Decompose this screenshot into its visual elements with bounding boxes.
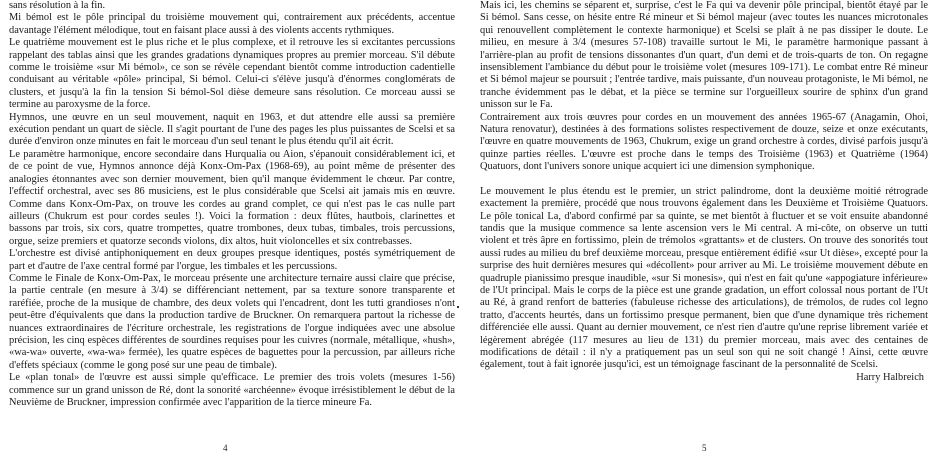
right-paragraph-1: Mais ici, les chemins se séparent et, surprise, c'est le Fa qui va devenir pôle principal, bientôt étayé par le Si bémol. Sans cesse, on hésite entre Ré mineur et Si bémol majeur (avec toutes les nuances microtonales qui renouvellent complètement le contexte harmonique) et Scelsi se plaît à ne pas dissiper le doute. Le milieu, en mesure à 3/4 (mesures 57-108) travaille surtout le Mi, le paramètre harmonique passant à l'arrière-plan au profit de tensions dissonantes d'un quart, d'un demi et de trois-quarts de ton. On regagne insensiblement l'ambiance du début pour le troisième volet (mesures 109-171). Le combat entre Ré mineur et Si bémol majeur se poursuit ; l'entrée tardive, mais puissante, d'un nouveau protagoniste, le Mi bémol, ne tranche évidemment pas le débat, et la pièce se termine sur l'orgueilleux sourire de sphinx d'un grand unisson sur le Fa. (480, 0, 928, 111)
right-page-number: 5 (702, 443, 707, 453)
author-signature: Harry Halbreich (856, 371, 924, 383)
left-paragraph-4: Hymnos, une œuvre en un seul mouvement, naquit en 1963, et dut attendre elle aussi sa première exécution pendant un quart de siècle. Il s'agit pourtant de l'une des pages les plus puissantes de Scelsi et sa durée d'environ onze minutes en fait le morceau d'un seul tenant le plus étendu qu'il ait écrit. (9, 111, 455, 148)
left-paragraph-6: L'orchestre est divisé antiphoniquement en deux groupes presque identiques, postés symétriquement de part et d'autre de l'axe central formé par l'orgue, les timbales et les percussions. (9, 248, 455, 272)
left-paragraph-1: sans résolution à la fin. (9, 0, 106, 11)
right-paragraph-3: Le mouvement le plus étendu est le premier, un strict palindrome, dont la deuxième moitié rétrograde exactement la première, procédé que nous trouvons également dans les Deuxième et Troisième Quatuors. Le pôle tonical La, d'abord confirmé par sa quinte, se met bientôt à fluctuer et se voit ensuite abandonné tandis que la musique commence sa lente ascension vers le Mi central. A mi-côte, on observe un tutti violent et très âpre en fortissimo, plein de trémolos «grattants» et de clusters. On trouve des sonorités tout aussi rudes au milieu du bref deuxième morceau, presque entièrement édifié «sur Ut dièse», excepté pour la surprise des huit dernières mesures qui «décollent» pour arriver au Mi. Le troisième mouvement débute en quadruple pianissimo presque inaudible, «sur Si monesis», qui n'est en fait qu'une «appogiature inférieure» de l'Ut principal. Mais le corps de la pièce est une grande gradation, un effort colossal nous portant de l'Ut au Ré, à grand renfort de batteries (fabuleuse richesse des articulations), de trémolos, de rudes col legno tratto, d'accents heurtés, dans un fortissimo presque permanent, bien que d'une dynamique très richement différenciée elle aussi. Quant au dernier mouvement, ce n'est rien d'autre qu'une reprise librement variée et légèrement abrégée (117 mesures au lieu de 131) du premier morceau, mais avec des centaines de modifications de détail : il n'y a pratiquement pas un seul son qui ne soit changé ! Ainsi, cette œuvre également, tout à fait ignorée jusqu'ici, est un témoignage fascinant de la personnalité de Scelsi. (480, 185, 928, 371)
right-page (480, 0, 928, 384)
left-paragraph-8: Le «plan tonal» de l'œuvre est aussi simple qu'efficace. Le premier des trois volets (mesures 1-56) commence sur un grand unisson de Ré, dont la sonorité «archéenne» évoque irrésistiblement le début de la Neuvième de Bruckner, impression confirmée avec l'apparition de la tierce mineure Fa. (9, 372, 455, 408)
left-page-number: 4 (223, 443, 228, 453)
paragraph-spacer (480, 174, 928, 186)
left-paragraph-2: Mi bémol est le pôle principal du troisième mouvement qui, contrairement aux précédents, accentue davantage l'élément mélodique, tout en faisant place aussi à des violents accents rythmiques. (9, 12, 455, 36)
left-paragraph-5: Le paramètre harmonique, encore secondaire dans Hurqualia ou Aion, s'épanouit considérablement ici, et de ce point de vue, Hymnos annonce déjà Konx-Om-Pax (1968-69), au point même de présenter des analogies étonnantes avec son dernier mouvement, bien qu'il manque évidemment le chœur. Par contre, l'effectif orchestral, avec ses 86 musiciens, est le plus considérable que Scelsi ait jamais mis en œuvre. Comme dans Konx-Om-Pax, on trouve les cordes au grand complet, ce qui n'est pas le cas nulle part ailleurs (Chukrum est pour cordes seules !). Voici la formation : deux flûtes, hautbois, clarinettes et bassons par trois, six cors, quatre trompettes, quatre trombones, deux tubas, timbales, trois percussions, orgue, seize premiers et quatorze seconds violons, dix altos, huit violoncelles et six contrebasses. (9, 148, 455, 247)
left-paragraph-3: Le quatrième mouvement est le plus riche et le plus complexe, et il retrouve les si excitantes percussions rappelant des tablas ainsi que les grandes gradations dynamiques propres au premier morceau. S'il débute comme le troisième «sur Mi bémol», ce son se révèle cependant bientôt comme introduction cadentielle conduisant au véritable «pôle» principal, Si bémol. Celui-ci s'élève jusqu'à d'énormes conglomérats de clusters, et jusqu'à la fin la tension Si bémol-Sol dièse demeure sans résolution. Ce morceau aussi se termine au paroxysme de la force. (9, 37, 455, 111)
right-paragraph-2: Contrairement aux trois œuvres pour cordes en un mouvement des années 1965-67 (Anagamin, Ohoi, Natura renovatur), destinées à des formations solistes respectivement de douze, seize et onze exécutants, l'œuvre en quatre mouvements de 1963, Chukrum, exige un grand orchestre à cordes, divisé parfois jusqu'à quinze parties réelles. L'œuvre est proche dans le temps des Troisième (1963) et Quatrième (1964) Quatuors, dont l'univers sonore unique acquiert ici une dimension symphonique. (480, 111, 928, 173)
gutter-mark (457, 306, 459, 308)
left-page (9, 0, 455, 409)
left-paragraph-7: Comme le Finale de Konx-Om-Pax, le morceau présente une architecture ternaire aussi claire que précise, la partie centrale (en mesure à 3/4) se différenciant nettement, par sa texture sonore transparente et raréfiée, proche de la musique de chambre, des deux volets qui l'encadrent, dont les tutti grandioses n'ont peut-être d'équivalents que dans la production tardive de Bruckner. On remarquera partout la richesse de nuances extraordinaires de l'écriture orchestrale, les registrations de l'orgue indiquées avec une absolue précision, les cinq espèces différentes de sourdines requises pour les cuivres (normale, métallique, «hush», «wa-wa» ouverte, «wa-wa» fermée), les quatre espèces de baguettes pour la percussion, par ailleurs riche d'effets spéciaux (comme le gong posé sur une peau de timbale). (9, 272, 455, 371)
